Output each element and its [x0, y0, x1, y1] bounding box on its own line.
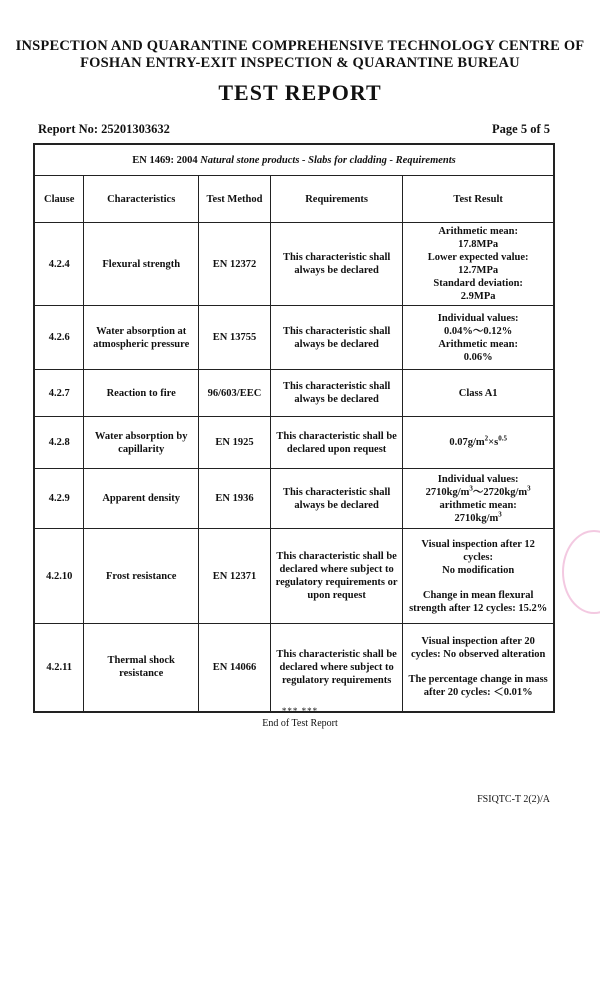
requirement-cell: This characteristic shall be declared where subject to regulatory requirements: [270, 624, 402, 712]
requirement-cell: This characteristic shall be declared upon request: [270, 417, 402, 469]
result-value: 2710kg/m: [425, 486, 470, 498]
issuer-line-2: FOSHAN ENTRY-EXIT INSPECTION & QUARANTINE BUREAU: [80, 55, 520, 71]
result-line: Arithmetic mean:: [438, 338, 518, 350]
result-line: Visual inspection after 12: [421, 538, 535, 550]
table-row: [34, 223, 554, 306]
result-cell: [403, 370, 554, 417]
result-superscript: 0.5: [498, 434, 507, 443]
characteristic-cell: Flexural strength: [84, 223, 199, 306]
characteristic-cell: Reaction to fire: [84, 370, 199, 417]
result-line: 0.06%: [463, 351, 493, 363]
result-cell: [403, 306, 554, 370]
result-line: Lower expected value:: [427, 252, 529, 263]
result-superscript: 2: [484, 434, 489, 443]
page-number: Page 5 of 5: [492, 122, 550, 136]
clause-cell: 4.2.7: [34, 370, 84, 417]
result-line: Change in mean flexural: [422, 589, 534, 601]
seal-stamp: [562, 530, 600, 614]
result-line: strength after 12 cycles: 15.2%: [409, 602, 548, 614]
col-header-clause: Clause: [34, 176, 84, 223]
method-cell: EN 12372: [199, 223, 271, 306]
result-line: Visual inspection after 20: [421, 636, 535, 648]
result-value: 2710kg/m: [454, 512, 499, 524]
issuer-line-1: INSPECTION AND QUARANTINE COMPREHENSIVE TECHNOLOGY CENTRE OF: [15, 38, 585, 54]
table-row: [34, 529, 554, 624]
clause-cell: 4.2.6: [34, 306, 84, 370]
result-value: 0.07g/m: [449, 437, 485, 448]
standard-row: [34, 144, 554, 176]
end-of-report: End of Test Report: [262, 718, 338, 729]
result-superscript: 3: [498, 510, 502, 518]
clause-cell: 4.2.10: [34, 529, 84, 624]
test-results-table: [33, 143, 555, 713]
header-row: [34, 176, 554, 223]
result-line: arithmetic mean:: [439, 499, 517, 511]
end-marker: *** ***: [281, 706, 319, 716]
result-line: Arithmetic mean:: [438, 226, 518, 237]
result-cell: [403, 529, 554, 624]
method-cell: EN 13755: [199, 306, 271, 370]
table-row: [34, 417, 554, 469]
result-superscript: 3: [469, 484, 473, 492]
col-header-characteristics: Characteristics: [84, 176, 199, 223]
issuer-header: [0, 38, 600, 72]
result-line: Standard deviation:: [433, 278, 523, 289]
method-cell: EN 1925: [199, 417, 271, 469]
report-number: Report No: 25201303632: [38, 122, 170, 136]
clause-cell: 4.2.11: [34, 624, 84, 712]
standard-code: EN 1469: 2004: [132, 154, 201, 166]
result-cell: [403, 417, 554, 469]
result-cell: [403, 624, 554, 712]
table-row: [34, 624, 554, 712]
standard-title: Natural stone products - Slabs for cladding - Requirements: [200, 154, 456, 166]
characteristic-cell: Water absorption by capillarity: [84, 417, 199, 469]
result-line: 2.9MPa: [460, 291, 496, 302]
result-superscript: 3: [527, 484, 531, 492]
result-line: cycles:: [463, 551, 494, 563]
table-row: [34, 306, 554, 370]
result-line: No modification: [442, 564, 515, 576]
table-row: [34, 370, 554, 417]
result-line: [407, 512, 549, 525]
result-line: after 20 cycles: ＜0.01%: [423, 687, 533, 699]
method-cell: 96/603/EEC: [199, 370, 271, 417]
characteristic-cell: Water absorption at atmospheric pressure: [84, 306, 199, 370]
col-header-requirements: Requirements: [270, 176, 402, 223]
requirement-cell: This characteristic shall always be declared: [270, 306, 402, 370]
characteristic-cell: Frost resistance: [84, 529, 199, 624]
col-header-result: Test Result: [403, 176, 554, 223]
report-title: TEST REPORT: [218, 80, 382, 105]
form-code: FSIQTC-T 2(2)/A: [477, 794, 550, 805]
result-line: 0.04%～0.12%: [444, 325, 513, 337]
result-line: cycles: No observed alteration: [410, 649, 546, 661]
result-line: [407, 486, 549, 499]
result-line: Individual values:: [437, 473, 519, 485]
method-cell: EN 14066: [199, 624, 271, 712]
table-row: [34, 469, 554, 529]
result-cell: [403, 223, 554, 306]
result-line: The percentage change in mass: [408, 674, 548, 686]
result-value: ×s: [488, 437, 499, 448]
result-line: 12.7MPa: [458, 265, 499, 276]
result-line: Individual values:: [437, 312, 519, 324]
method-cell: EN 1936: [199, 469, 271, 529]
clause-cell: 4.2.4: [34, 223, 84, 306]
result-value: ～2720kg/m: [472, 486, 528, 498]
standard-reference: [34, 144, 554, 176]
result-cell: [403, 469, 554, 529]
requirement-cell: This characteristic shall always be declared: [270, 469, 402, 529]
clause-cell: 4.2.8: [34, 417, 84, 469]
requirement-cell: This characteristic shall always be declared: [270, 223, 402, 306]
result-line: 17.8MPa: [458, 239, 499, 250]
characteristic-cell: Thermal shock resistance: [84, 624, 199, 712]
characteristic-cell: Apparent density: [84, 469, 199, 529]
result-line: Class A1: [458, 387, 498, 399]
col-header-method: Test Method: [199, 176, 271, 223]
clause-cell: 4.2.9: [34, 469, 84, 529]
requirement-cell: This characteristic shall always be declared: [270, 370, 402, 417]
method-cell: EN 12371: [199, 529, 271, 624]
requirement-cell: This characteristic shall be declared where subject to regulatory requirements or upon request: [270, 529, 402, 624]
